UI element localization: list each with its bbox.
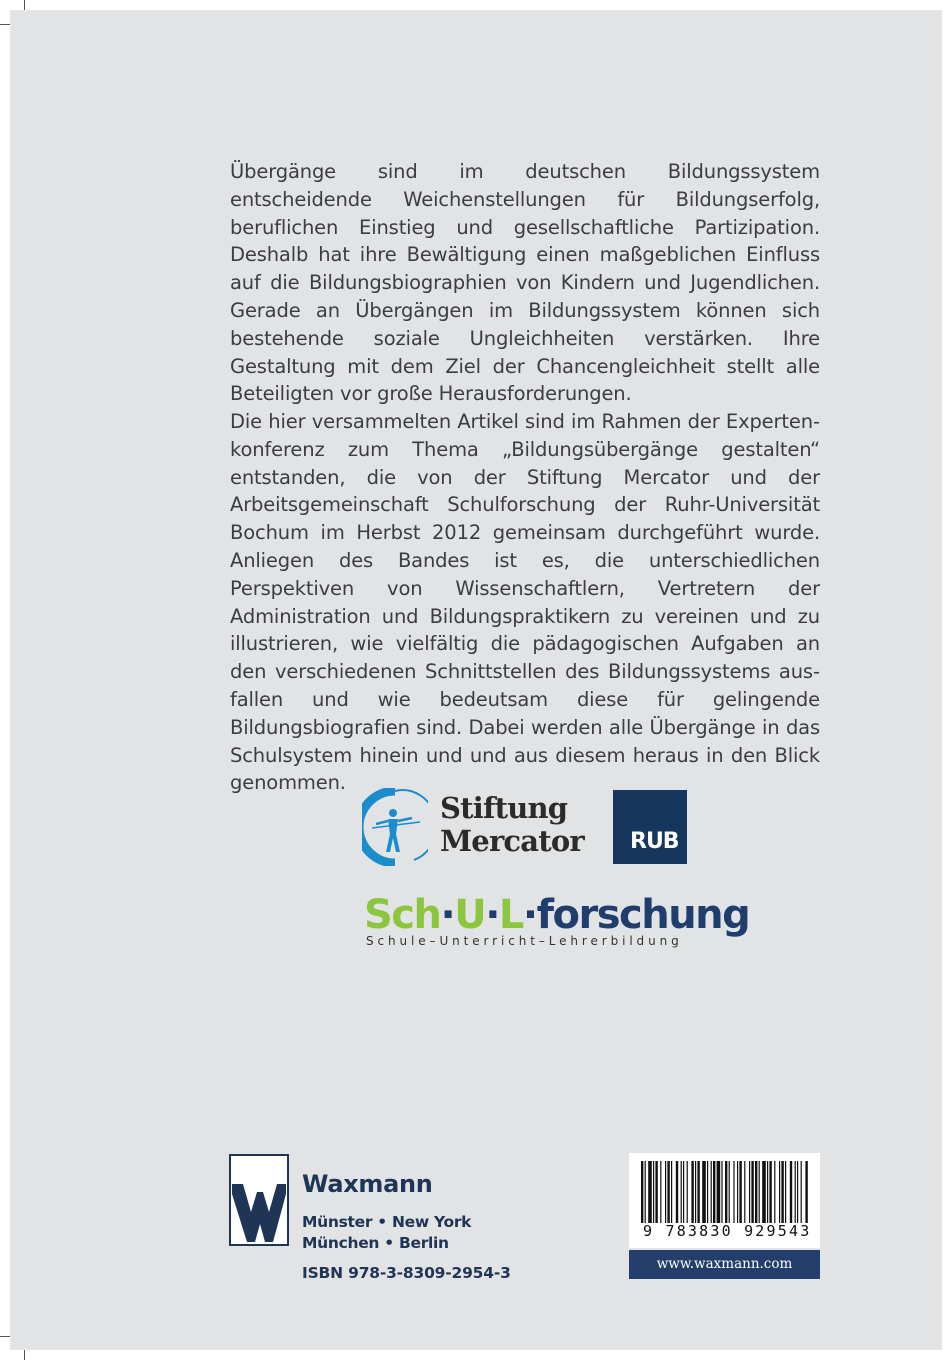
schul-dot-1: · <box>440 892 455 938</box>
barcode-bar <box>717 1161 721 1223</box>
barcode-bar <box>733 1161 734 1223</box>
barcode-bar <box>737 1161 738 1223</box>
barcode-bar <box>739 1161 741 1223</box>
publisher-url: www.waxmann.com <box>629 1250 820 1279</box>
barcode-bar <box>762 1161 766 1223</box>
barcode-icon <box>641 1161 808 1223</box>
barcode-bar <box>702 1161 706 1223</box>
barcode-bar <box>653 1161 654 1223</box>
barcode-bar <box>667 1161 669 1223</box>
cities-line-2: München • Berlin <box>302 1234 449 1252</box>
barcode-bar <box>721 1161 722 1223</box>
schul-dot-2: · <box>485 892 499 938</box>
barcode-bar <box>744 1161 745 1223</box>
barcode-bar <box>660 1161 661 1223</box>
schul-forschung-logo <box>364 893 749 937</box>
barcode-bar <box>707 1161 708 1223</box>
barcode-bar <box>797 1161 798 1223</box>
barcode-digits: 9 783830 929543 <box>643 1222 812 1240</box>
barcode-bar <box>790 1161 792 1223</box>
mercator-line-1: Stiftung <box>440 791 568 825</box>
mercator-wordmark <box>440 792 584 858</box>
barcode-bar <box>729 1161 730 1223</box>
blurb-paragraph-1: Übergänge sind im deutschen Bildungssystem entscheidende Weichenstellungen für Bildungserfolg, beruflichen Einstieg und gesellschaftliche Partizipation. Deshalb hat ihre Bewältigung einen maßgeblichen Einfluss auf die Bildungsbiographien von Kindern und Jugendlichen. Gerade an Übergängen im Bildungssystem können sich bestehende soziale Ungleichheiten verstärken. Ihre Gestaltung mit dem Ziel der Chancengleichheit stellt alle Beteiligten vor große Herausforderungen. <box>230 160 820 406</box>
isbn: ISBN 978-3-8309-2954-3 <box>302 1264 511 1282</box>
barcode-bar <box>711 1161 712 1223</box>
schul-dot-3: · <box>522 892 537 938</box>
barcode-bar <box>795 1161 796 1223</box>
barcode-bar <box>767 1161 768 1223</box>
barcode-box <box>629 1153 820 1248</box>
barcode-bar <box>697 1161 699 1223</box>
publisher-name: Waxmann <box>302 1170 433 1198</box>
barcode-bar <box>691 1161 693 1223</box>
blurb-paragraph-2: Die hier versammelten Artikel sind im Rahmen der Expertenkonferenz zum Thema „Bildungsübergänge gestalten“ entstanden, die von der Stiftung Mercator und der Arbeitsgemeinschaft Schulforschung der Ruhr-Universität Bochum im Herbst 2012 gemeinsam durchgeführt wurde. Anliegen des Bandes ist es, die unterschiedlichen Perspektiven von Wissenschaftlern, Vertretern der Administration und Bildungspraktikern zu vereinen und zu illustrieren, wie vielfältig die pädagogischen Aufgaben an den verschiedenen Schnittstellen des Bildungssystems ausfallen und wie bedeutsam diese für gelingende Bildungsbiografien sind. Dabei werden alle Übergänge in das Schulsystem hinein und und aus diesem heraus in den Blick genommen. <box>230 410 820 795</box>
schul-l: L <box>498 892 523 938</box>
barcode-bar <box>785 1161 786 1223</box>
barcode-bar <box>671 1161 672 1223</box>
barcode-bar <box>695 1161 696 1223</box>
mercator-globe-icon <box>362 788 428 866</box>
publisher-cities <box>302 1212 471 1254</box>
barcode-bar <box>655 1161 657 1223</box>
schul-part-2: forschung <box>536 892 750 938</box>
barcode-bar <box>681 1161 682 1223</box>
rub-logo: RUB <box>613 790 687 864</box>
cities-line-1: Münster • New York <box>302 1213 472 1231</box>
mercator-line-2: Mercator <box>440 824 584 858</box>
barcode-bar <box>713 1161 715 1223</box>
barcode-bar <box>781 1161 783 1223</box>
schul-u: U <box>454 892 486 938</box>
waxmann-logo-icon <box>229 1154 289 1246</box>
barcode-bar <box>805 1161 807 1223</box>
barcode-bar <box>774 1161 775 1223</box>
barcode-bar <box>751 1161 753 1223</box>
schul-subtitle: Schule–Unterricht–Lehrerbildung <box>366 934 683 948</box>
barcode-bar <box>641 1161 643 1223</box>
barcode-bar <box>759 1161 760 1223</box>
barcode-bar <box>801 1161 802 1223</box>
schul-part-1: Sch <box>364 892 441 938</box>
barcode-bar <box>683 1161 684 1223</box>
barcode-bar <box>755 1161 757 1223</box>
barcode-bar <box>645 1161 646 1223</box>
barcode-bar <box>769 1161 771 1223</box>
barcode-bar <box>725 1161 727 1223</box>
barcode-bar <box>648 1161 652 1223</box>
barcode-bar <box>749 1161 750 1223</box>
barcode-bar <box>687 1161 688 1223</box>
barcode-bar <box>779 1161 780 1223</box>
barcode-bar <box>665 1161 666 1223</box>
barcode-bar <box>676 1161 678 1223</box>
